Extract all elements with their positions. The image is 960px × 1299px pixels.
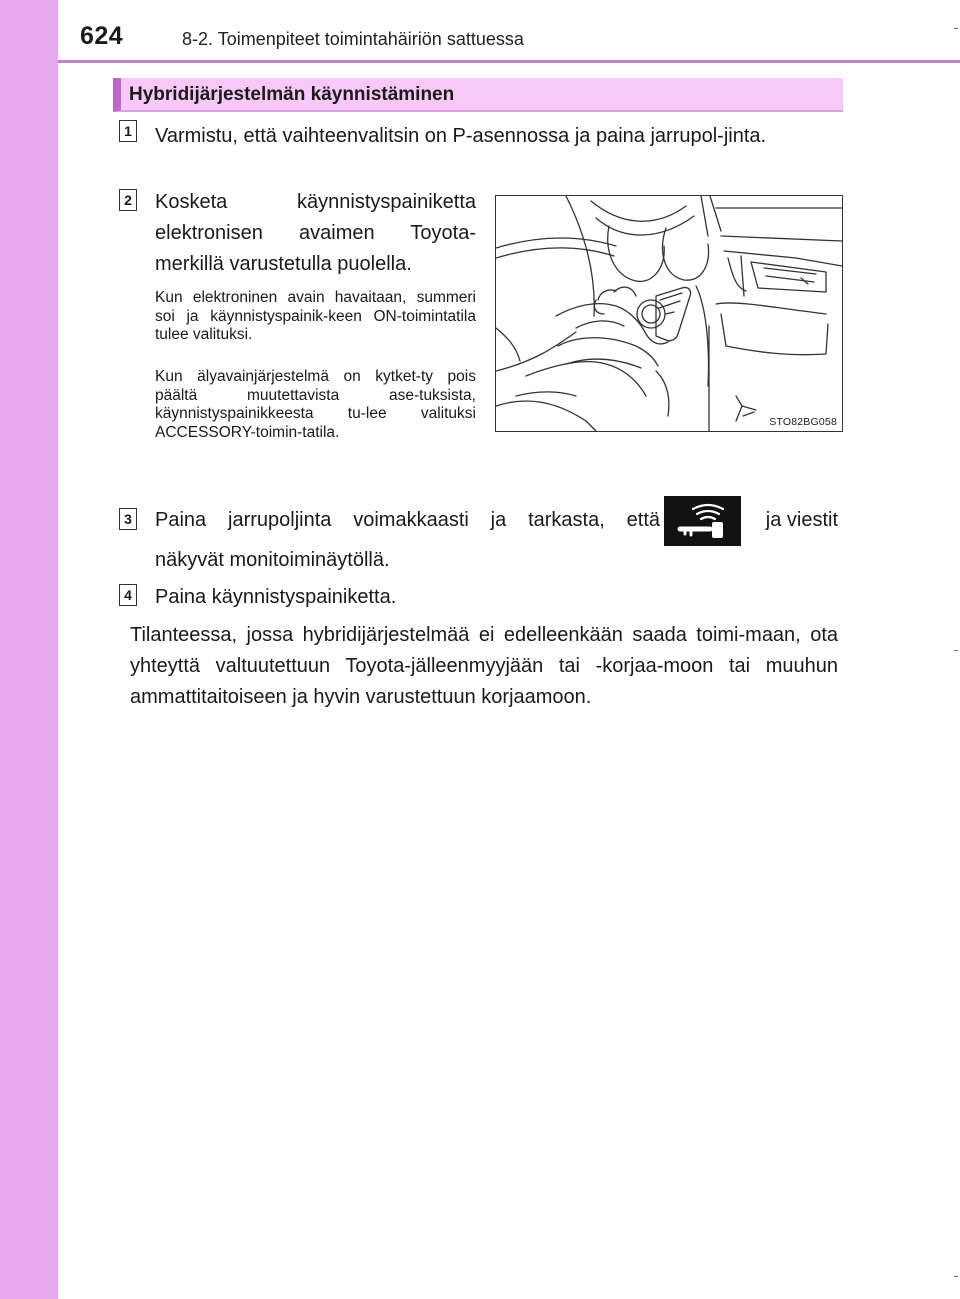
page-header [58,0,960,60]
chapter-title: 8-2. Toimenpiteet toimintahäiriön sattuessa [182,29,524,49]
section-heading: Hybridijärjestelmän käynnistäminen [113,78,843,112]
smart-key-indicator [664,496,741,546]
closing-paragraph: Tilanteessa, jossa hybridijärjestelmää ei edelleenkään saada toimi-maan, ota yhteyttä valtuutettuun Toyota-jälleenmyyjään tai -korjaa-moon tai muuhun ammattitaitoiseen ja hyvin varustettuun korjaamoon. [130,624,838,708]
page-number: 624 [80,22,124,50]
crop-mark [954,650,958,651]
header-rule [58,60,960,63]
step-2-note-1: Kun elektroninen avain havaitaan, summeri soi ja käynnistyspainik-keen ON-toimintatila tulee valituksi. [155,289,476,343]
illustration-code: STO82BG058 [769,416,837,428]
smart-key-indicator-icon [664,496,741,546]
step-1-text: Varmistu, että vaihteenvalitsin on P-asennossa ja paina jarrupol-jinta. [155,125,767,147]
start-button-illustration [495,195,843,432]
step-4-text: Paina käynnistyspainiketta. [155,586,397,608]
step-3-text-before: Paina jarrupoljinta voimakkaasti ja tarkasta, että [155,509,660,531]
step-4-badge: 4 [119,584,137,606]
step-1-badge: 1 [119,120,137,142]
step-3-badge: 3 [119,508,137,530]
step-2-badge: 2 [119,189,137,211]
side-bar [0,0,58,1299]
step-2-note-2: Kun älyavainjärjestelmä on kytket-ty pois päältä muutettavista ase-tuksista, käynnistyspainikkeesta tu-lee valituksi ACCESSORY-toimin-tatila. [155,368,476,441]
step-3-text-line2: näkyvät monitoiminäytöllä. [155,549,390,571]
hand-touching-start-button-with-key-illustration [496,196,842,431]
step-2-text: Kosketa käynnistyspainiketta elektronisen avaimen Toyota-merkillä varustetulla puolella. [155,191,476,275]
crop-mark [954,28,958,29]
step-3-text-after: ja viestit [765,509,838,531]
crop-mark [954,1276,958,1277]
